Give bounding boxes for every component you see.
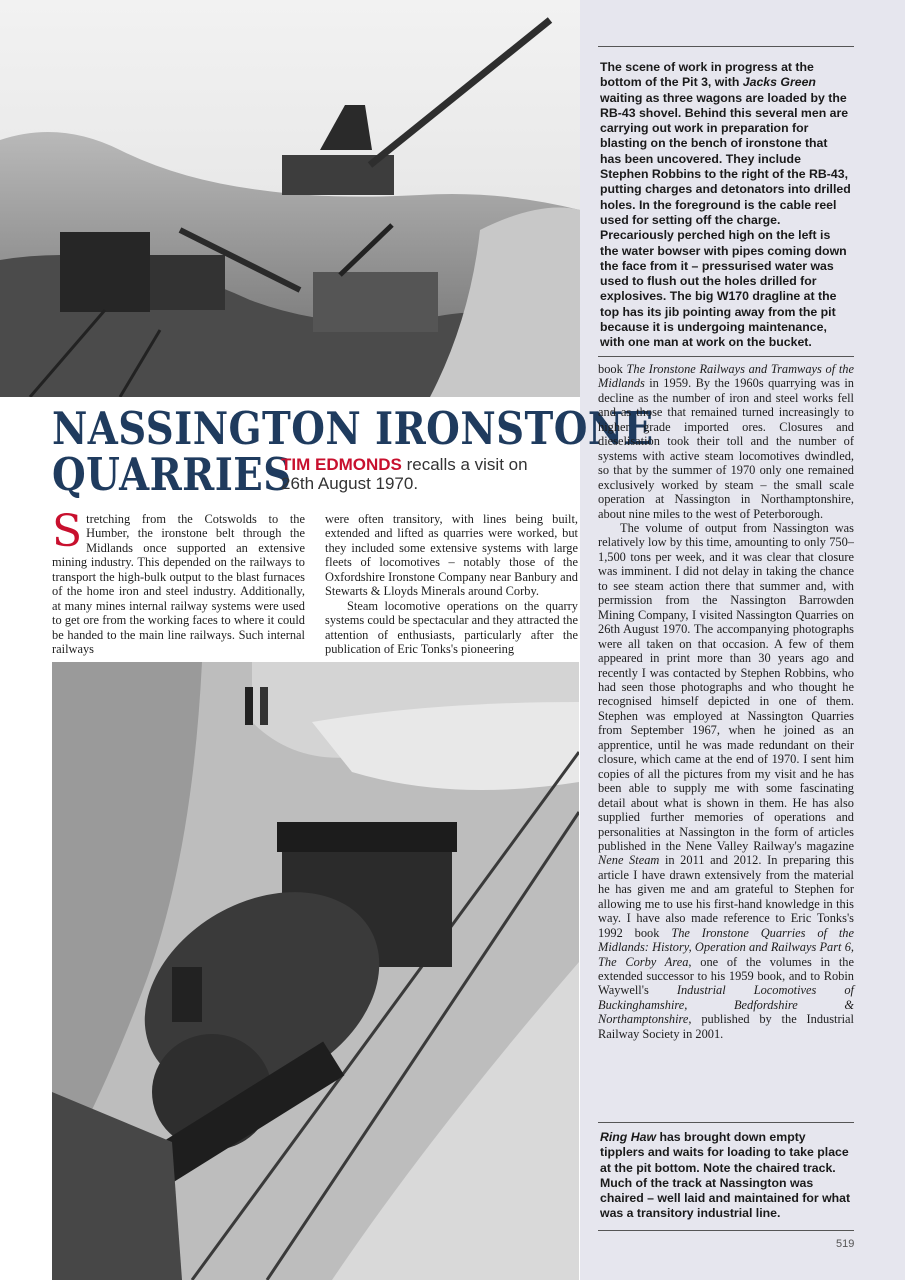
body-column-3: book The Ironstone Railways and Tramways of the Midlands in 1959. By the 1960s quarrying was in decline as the number of iron and steel works fell and as those that remained turned increasingly to higher grade imported ores. Closures and dieselisation took their toll and the number of systems with active steam locomotives dwindled, so that by the summer of 1970 only one remained exclusively worked by steam – the small scale operation at Nassington in Northamptonshire, about nine miles to the west of Peterborough. The volume of output from Nassington was relatively low by this time, amounting to only 750–1,500 tons per week, and it was clear that closure was imminent. I did not delay in taking the chance to see steam action there that summer and, with permission from the Nassington Barrowden Mining Company, I visited Nassington Quarries on 26th August 1970. The accompanying photographs were all taken on that occasion. A few of them appeared in print more than 30 years ago and recently I was contacted by Stephen Robbins, who had seen those photographs and who thought he recognised himself depicted in one of them. Stephen was employed at Nassington Quarries from September 1967, when he joined as an apprentice, until he was made redundant on their closure, which came at the end of 1970. I sent him copies of all the pictures from my visit and he has been able to supply me with some fascinating detail about what is shown in them. He has also supplied further memories of operations and personalities at Nassington in the form of articles published in the Nene Valley Railway's magazine Nene Steam in 2011 and 2012. In preparing this article I have drawn extensively from the material he has given me and am grateful to Stephen for allowing me to use his first-hand knowledge in this way. I have also made reference to Eric Tonks's 1992 book The Ironstone Quarries of the Midlands: History, Operation and Railways Part 6, The Corby Area, one of the volumes in the extended successor to his 1959 book, and to Robin Waywell's Industrial Locomotives of Buckinghamshire, Bedfordshire & Northamptonshire, published by the Industrial Railway Society in 2001. [598, 362, 854, 1041]
bottom-photo-caption: Ring Haw has brought down empty tipplers and waits for loading to take place at the pit bottom. Note the chaired track. Much of the track at Nassington was chaired – well laid and maintained for what was a transitory industrial line. [600, 1130, 851, 1221]
article-title: QUARRIES [52, 448, 292, 501]
ring-haw-locomotive-photo [52, 662, 579, 1280]
page-number: 519 [836, 1238, 855, 1250]
caption-rule [598, 356, 854, 357]
body-column-2: were often transitory, with lines being built, extended and lifted as quarries were worked, but they included some extensive systems with large fleets of locomotives – notably those of the Oxfordshire Ironstone Company near Banbury and Stewarts & Lloyds Minerals around Corby. Steam locomotive operations on the quarry systems could be spectacular and they attracted the attention of enthusiasts, particularly after the publication of Eric Tonks's pioneering [325, 512, 578, 657]
caption-rule [598, 1122, 854, 1123]
top-photo-caption: The scene of work in progress at the bottom of the Pit 3, with Jacks Green waiting as three wagons are loaded by the RB-43 shovel. Behind this several men are carrying out work in preparation for blasting on the bench of ironstone that has been uncovered. They include Stephen Robbins to the right of the RB-43, putting charges and detonators into drilled holes. In the foreground is the cable reel used for setting off the charge. Precariously perched high on the left is the water bowser with pipes coming down the face from it – pressurised water was used to flush out the holes drilled for explosives. The big W170 dragline at the top has its jib pointing away from the pit because it is undergoing maintenance, with one man at work on the bucket. [600, 60, 851, 350]
caption-rule [598, 46, 854, 47]
drop-cap: S [52, 506, 83, 557]
byline: TIM EDMONDS recalls a visit on 26th August 1970. [281, 455, 528, 493]
quarry-shovel-photo [0, 0, 580, 397]
article-title: NASSINGTON IRONSTONE [52, 402, 654, 455]
author-name: TIM EDMONDS [281, 455, 402, 474]
body-column-1: Stretching from the Cotswolds to the Humber, the ironstone belt through the Midlands once supported an extensive mining industry. This depended on the railways to transport the high-bulk output to the blast furnaces of the home iron and steel industry. Additionally, at many mines internal railway systems were used to get ore from the working faces to where it could be handed to the main line railways. Such internal railways [52, 506, 305, 657]
caption-rule [598, 1230, 854, 1231]
